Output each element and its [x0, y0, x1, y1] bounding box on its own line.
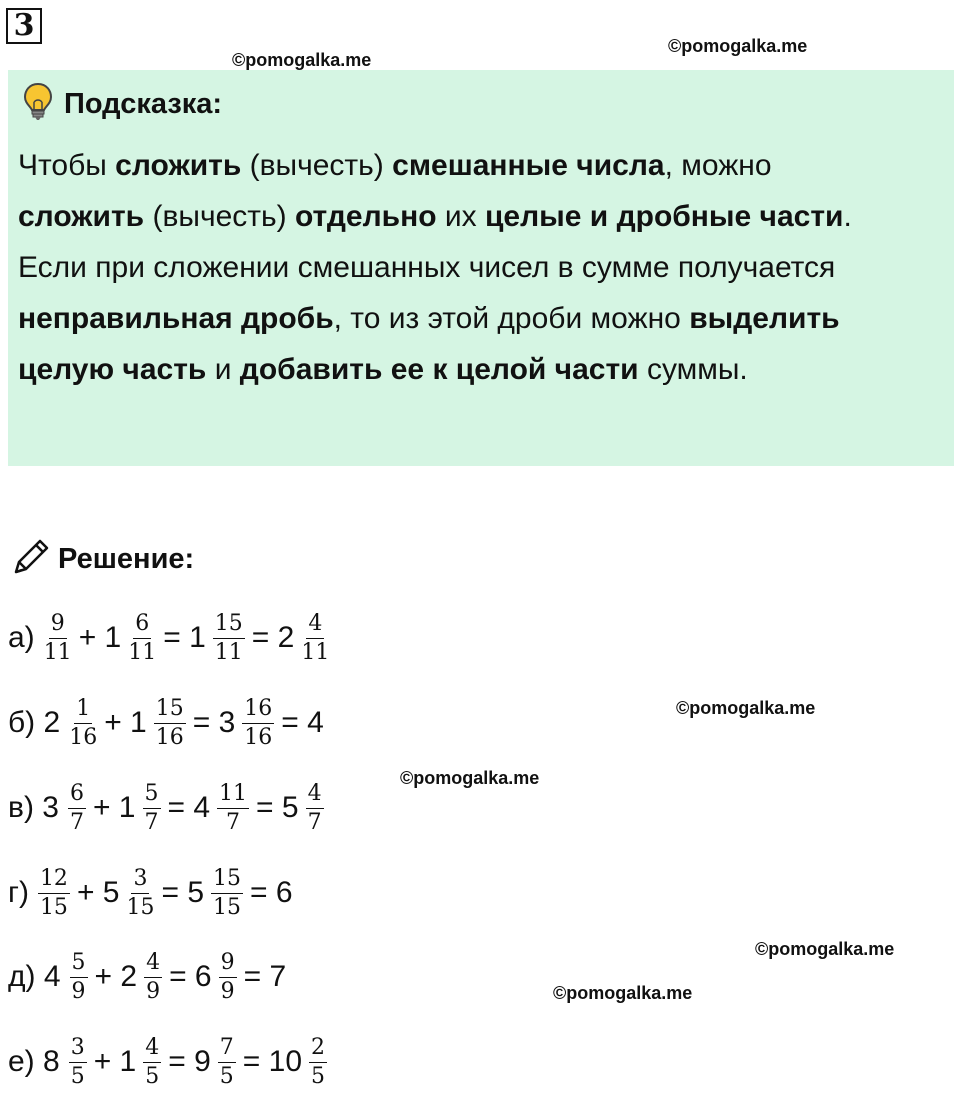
fraction: $\frac{5}{7}$: [144, 780, 159, 835]
watermark: ©pomogalka.me: [553, 983, 693, 1003]
fraction: $\frac{15}{16}$: [155, 695, 184, 750]
fraction: $\frac{6}{11}$: [128, 610, 157, 665]
fraction: $\frac{6}{7}$: [69, 780, 84, 835]
hint-line: целую часть и добавить ее к целой части суммы.: [18, 353, 748, 386]
watermark: ©pomogalka.me: [755, 939, 895, 959]
lightbulb-icon: [22, 82, 54, 127]
watermark: ©pomogalka.me: [400, 768, 540, 788]
pencil-icon: [10, 536, 52, 583]
equation-b: б) 2 $\frac{1}{16}$ + 1 $\frac{15}{16}$ = 3 $\frac{16}{16}$ = 4: [8, 695, 324, 750]
hint-header: [22, 82, 222, 127]
fraction: $\frac{4}{11}$: [301, 610, 330, 665]
fraction: $\frac{15}{11}$: [214, 610, 243, 665]
task-number: 3: [6, 8, 42, 44]
fraction: $\frac{2}{5}$: [311, 1034, 326, 1089]
fraction: $\frac{3}{5}$: [70, 1034, 85, 1089]
equation-e: е) 8 $\frac{3}{5}$ + 1 $\frac{4}{5}$ = 9 $\frac{7}{5}$ = 10 $\frac{2}{5}$: [8, 1034, 326, 1089]
fraction: $\frac{9}{11}$: [43, 610, 72, 665]
hint-title: Подсказка:: [64, 88, 223, 120]
hint-line: Если при сложении смешанных чисел в сумме получается: [18, 251, 836, 284]
fraction: $\frac{4}{5}$: [145, 1034, 160, 1089]
hint-text: [18, 140, 938, 395]
fraction: $\frac{15}{15}$: [213, 865, 242, 920]
fraction: $\frac{5}{9}$: [71, 949, 86, 1004]
watermark: ©pomogalka.me: [668, 36, 808, 56]
solution-header: [10, 536, 194, 583]
hint-box: [8, 70, 954, 466]
fraction: $\frac{11}{7}$: [219, 780, 248, 835]
hint-line: Чтобы сложить (вычесть) смешанные числа, можно: [18, 149, 772, 182]
equation-g: г) $\frac{12}{15}$ + 5 $\frac{3}{15}$ = 5 $\frac{15}{15}$ = 6: [8, 865, 293, 920]
hint-line: сложить (вычесть) отдельно их целые и дробные части.: [18, 200, 852, 233]
fraction: $\frac{4}{9}$: [146, 949, 161, 1004]
fraction: $\frac{4}{7}$: [307, 780, 322, 835]
equation-d: д) 4 $\frac{5}{9}$ + 2 $\frac{4}{9}$ = 6 $\frac{9}{9}$ = 7: [8, 949, 287, 1004]
solution-title: Решение:: [58, 543, 195, 575]
fraction: $\frac{7}{5}$: [219, 1034, 234, 1089]
watermark: ©pomogalka.me: [676, 698, 816, 718]
fraction: $\frac{1}{16}$: [69, 695, 98, 750]
fraction: $\frac{16}{16}$: [244, 695, 273, 750]
equation-v: в) 3 $\frac{6}{7}$ + 1 $\frac{5}{7}$ = 4 $\frac{11}{7}$ = 5 $\frac{4}{7}$: [8, 780, 322, 835]
fraction: $\frac{3}{15}$: [126, 865, 155, 920]
fraction: $\frac{12}{15}$: [39, 865, 68, 920]
fraction: $\frac{9}{9}$: [220, 949, 235, 1004]
watermark: ©pomogalka.me: [232, 50, 372, 70]
hint-line: неправильная дробь, то из этой дроби можно выделить: [18, 302, 840, 335]
equation-a: а) $\frac{9}{11}$ + 1 $\frac{6}{11}$ = 1 $\frac{15}{11}$ = 2 $\frac{4}{11}$: [8, 610, 330, 665]
